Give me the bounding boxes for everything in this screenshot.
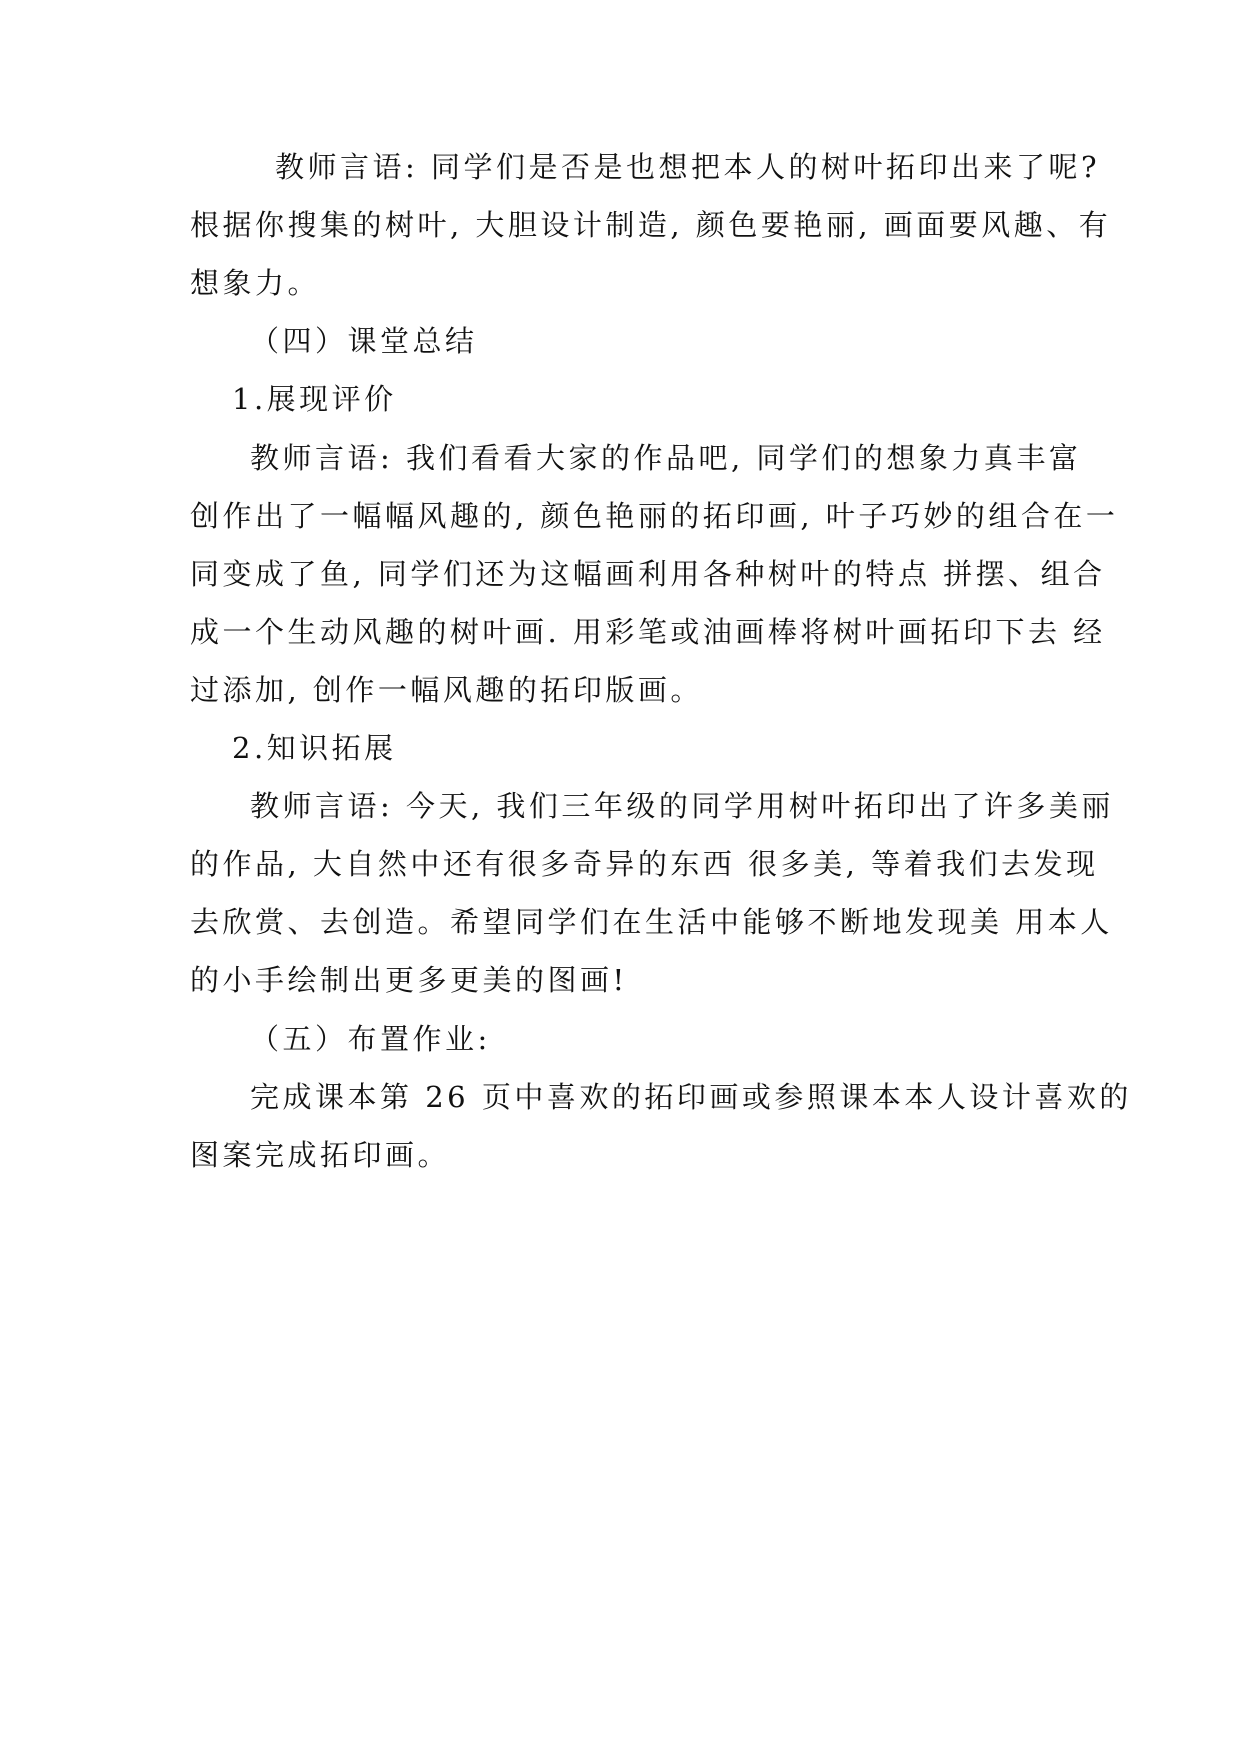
paragraph-teacher-speech-3-line-3: 去欣赏、去创造。希望同学们在生活中能够不断地发现美 用本人	[190, 905, 1113, 939]
paragraph-homework-line-2: 图案完成拓印画。	[190, 1138, 451, 1172]
paragraph-teacher-speech-1-line-1: 教师言语: 同学们是否是也想把本人的树叶拓印出来了呢?	[275, 150, 1101, 184]
paragraph-teacher-speech-1-line-2: 根据你搜集的树叶, 大胆设计制造, 颜色要艳丽, 画面要风趣、有	[190, 208, 1112, 242]
section-heading-summary: （四）课堂总结	[250, 324, 478, 358]
paragraph-homework-line-1: 完成课本第 26 页中喜欢的拓印画或参照课本本人设计喜欢的	[250, 1080, 1132, 1114]
paragraph-teacher-speech-2-line-3: 同变成了鱼, 同学们还为这幅画利用各种树叶的特点 拼摆、组合	[190, 557, 1106, 591]
paragraph-teacher-speech-3-line-4: 的小手绘制出更多更美的图画!	[190, 963, 628, 997]
paragraph-teacher-speech-3-line-2: 的作品, 大自然中还有很多奇异的东西 很多美, 等着我们去发现	[190, 847, 1099, 881]
subheading-knowledge-extension: 2.知识拓展	[232, 731, 397, 765]
paragraph-teacher-speech-3-line-1: 教师言语: 今天, 我们三年级的同学用树叶拓印出了许多美丽	[250, 789, 1114, 823]
paragraph-teacher-speech-1-line-3: 想象力。	[190, 266, 321, 300]
subheading-display-evaluation: 1.展现评价	[232, 382, 397, 416]
paragraph-teacher-speech-2-line-4: 成一个生动风趣的树叶画. 用彩笔或油画棒将树叶画拓印下去 经	[190, 615, 1106, 649]
section-heading-homework: （五）布置作业:	[250, 1022, 491, 1056]
paragraph-teacher-speech-2-line-1: 教师言语: 我们看看大家的作品吧, 同学们的想象力真丰富	[250, 441, 1082, 475]
paragraph-teacher-speech-2-line-2: 创作出了一幅幅风趣的, 颜色艳丽的拓印画, 叶子巧妙的组合在一	[190, 499, 1119, 533]
paragraph-teacher-speech-2-line-5: 过添加, 创作一幅风趣的拓印版画。	[190, 673, 703, 707]
